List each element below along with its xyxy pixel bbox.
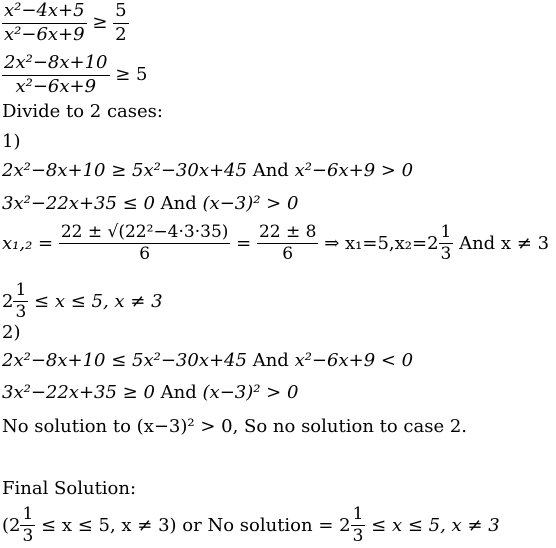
expr-b: (x−3)² > 0 <box>202 382 299 403</box>
and-word: And <box>160 382 197 403</box>
roots-values: ⇒ x₁=5,x₂=2 <box>324 232 439 254</box>
case-1-condition <box>2 160 413 181</box>
lhs-numerator: x²−4x+5 <box>2 0 87 24</box>
expr-a: 2x²−8x+10 ≥ 5x²−30x+45 <box>2 160 247 181</box>
lhs-fraction <box>2 52 110 98</box>
lhs-numerator: 2x²−8x+10 <box>2 52 110 76</box>
formula-numerator: 22 ± √(22²−4·3·35) <box>59 222 231 244</box>
mixed-denominator: 3 <box>22 526 34 547</box>
final-range: ≤ x ≤ 5, x ≠ 3 <box>371 514 500 536</box>
mixed-numerator: 1 <box>20 504 35 526</box>
mixed-fraction-1 <box>20 504 35 548</box>
mixed-numerator: 1 <box>13 280 28 302</box>
and-word: And <box>160 193 197 214</box>
simplified-fraction <box>257 222 319 266</box>
expr-b: x²−6x+9 > 0 <box>294 160 414 181</box>
relation: ≥ 5 <box>115 64 148 85</box>
expr-a: 3x²−22x+35 ≥ 0 <box>2 382 155 403</box>
mixed-denominator: 3 <box>352 526 364 547</box>
solution-range: ≤ x ≤ 5, x ≠ 3 <box>34 290 163 312</box>
roots-label: x₁,₂ = <box>2 232 54 254</box>
simplified-denominator: 6 <box>282 244 294 265</box>
and-word: And <box>252 160 289 181</box>
case-1-simplified <box>2 193 298 214</box>
case-2-label: 2) <box>2 322 21 343</box>
formula-denominator: 6 <box>139 244 151 265</box>
mixed-denominator: 3 <box>15 302 27 323</box>
expr-a: 2x²−8x+10 ≤ 5x²−30x+45 <box>2 350 247 371</box>
mixed-denominator: 3 <box>440 244 452 265</box>
case-1-label: 1) <box>2 131 21 152</box>
mixed-fraction <box>13 280 28 324</box>
simplified-numerator: 22 ± 8 <box>257 222 319 244</box>
final-prefix: (2 <box>2 514 21 536</box>
final-middle: ≤ x ≤ 5, x ≠ 3) or No solution = 2 <box>41 514 351 536</box>
case-2-condition <box>2 350 413 371</box>
mixed-numerator: 1 <box>351 504 366 526</box>
mixed-whole: 2 <box>2 290 14 312</box>
rhs-denominator: 2 <box>115 23 127 45</box>
formula-fraction <box>59 222 231 266</box>
final-solution-heading: Final Solution: <box>2 478 137 499</box>
case-2-conclusion: No solution to (x−3)² > 0, So no solution to case 2. <box>2 416 468 437</box>
exclusion: And x ≠ 3 <box>459 232 550 254</box>
mixed-numerator: 1 <box>439 222 454 244</box>
relation: ≥ <box>92 12 108 33</box>
mixed-fraction-2 <box>351 504 366 548</box>
lhs-denominator: x²−6x+9 <box>15 75 97 97</box>
cases-heading: Divide to 2 cases: <box>2 101 163 122</box>
equals: = <box>236 232 252 254</box>
case-1-solution <box>2 280 163 324</box>
rhs-numerator: 5 <box>113 0 128 24</box>
final-solution <box>2 504 500 548</box>
expr-b: x²−6x+9 < 0 <box>294 350 414 371</box>
inequality-original <box>2 0 129 46</box>
case-2-simplified <box>2 382 298 403</box>
mixed-fraction <box>439 222 454 266</box>
inequality-multiplied <box>2 52 148 98</box>
lhs-fraction <box>2 0 87 46</box>
lhs-denominator: x²−6x+9 <box>4 23 85 45</box>
rhs-fraction <box>113 0 128 46</box>
quadratic-formula <box>2 222 549 266</box>
and-word: And <box>252 350 289 371</box>
expr-b: (x−3)² > 0 <box>202 193 299 214</box>
expr-a: 3x²−22x+35 ≤ 0 <box>2 193 155 214</box>
